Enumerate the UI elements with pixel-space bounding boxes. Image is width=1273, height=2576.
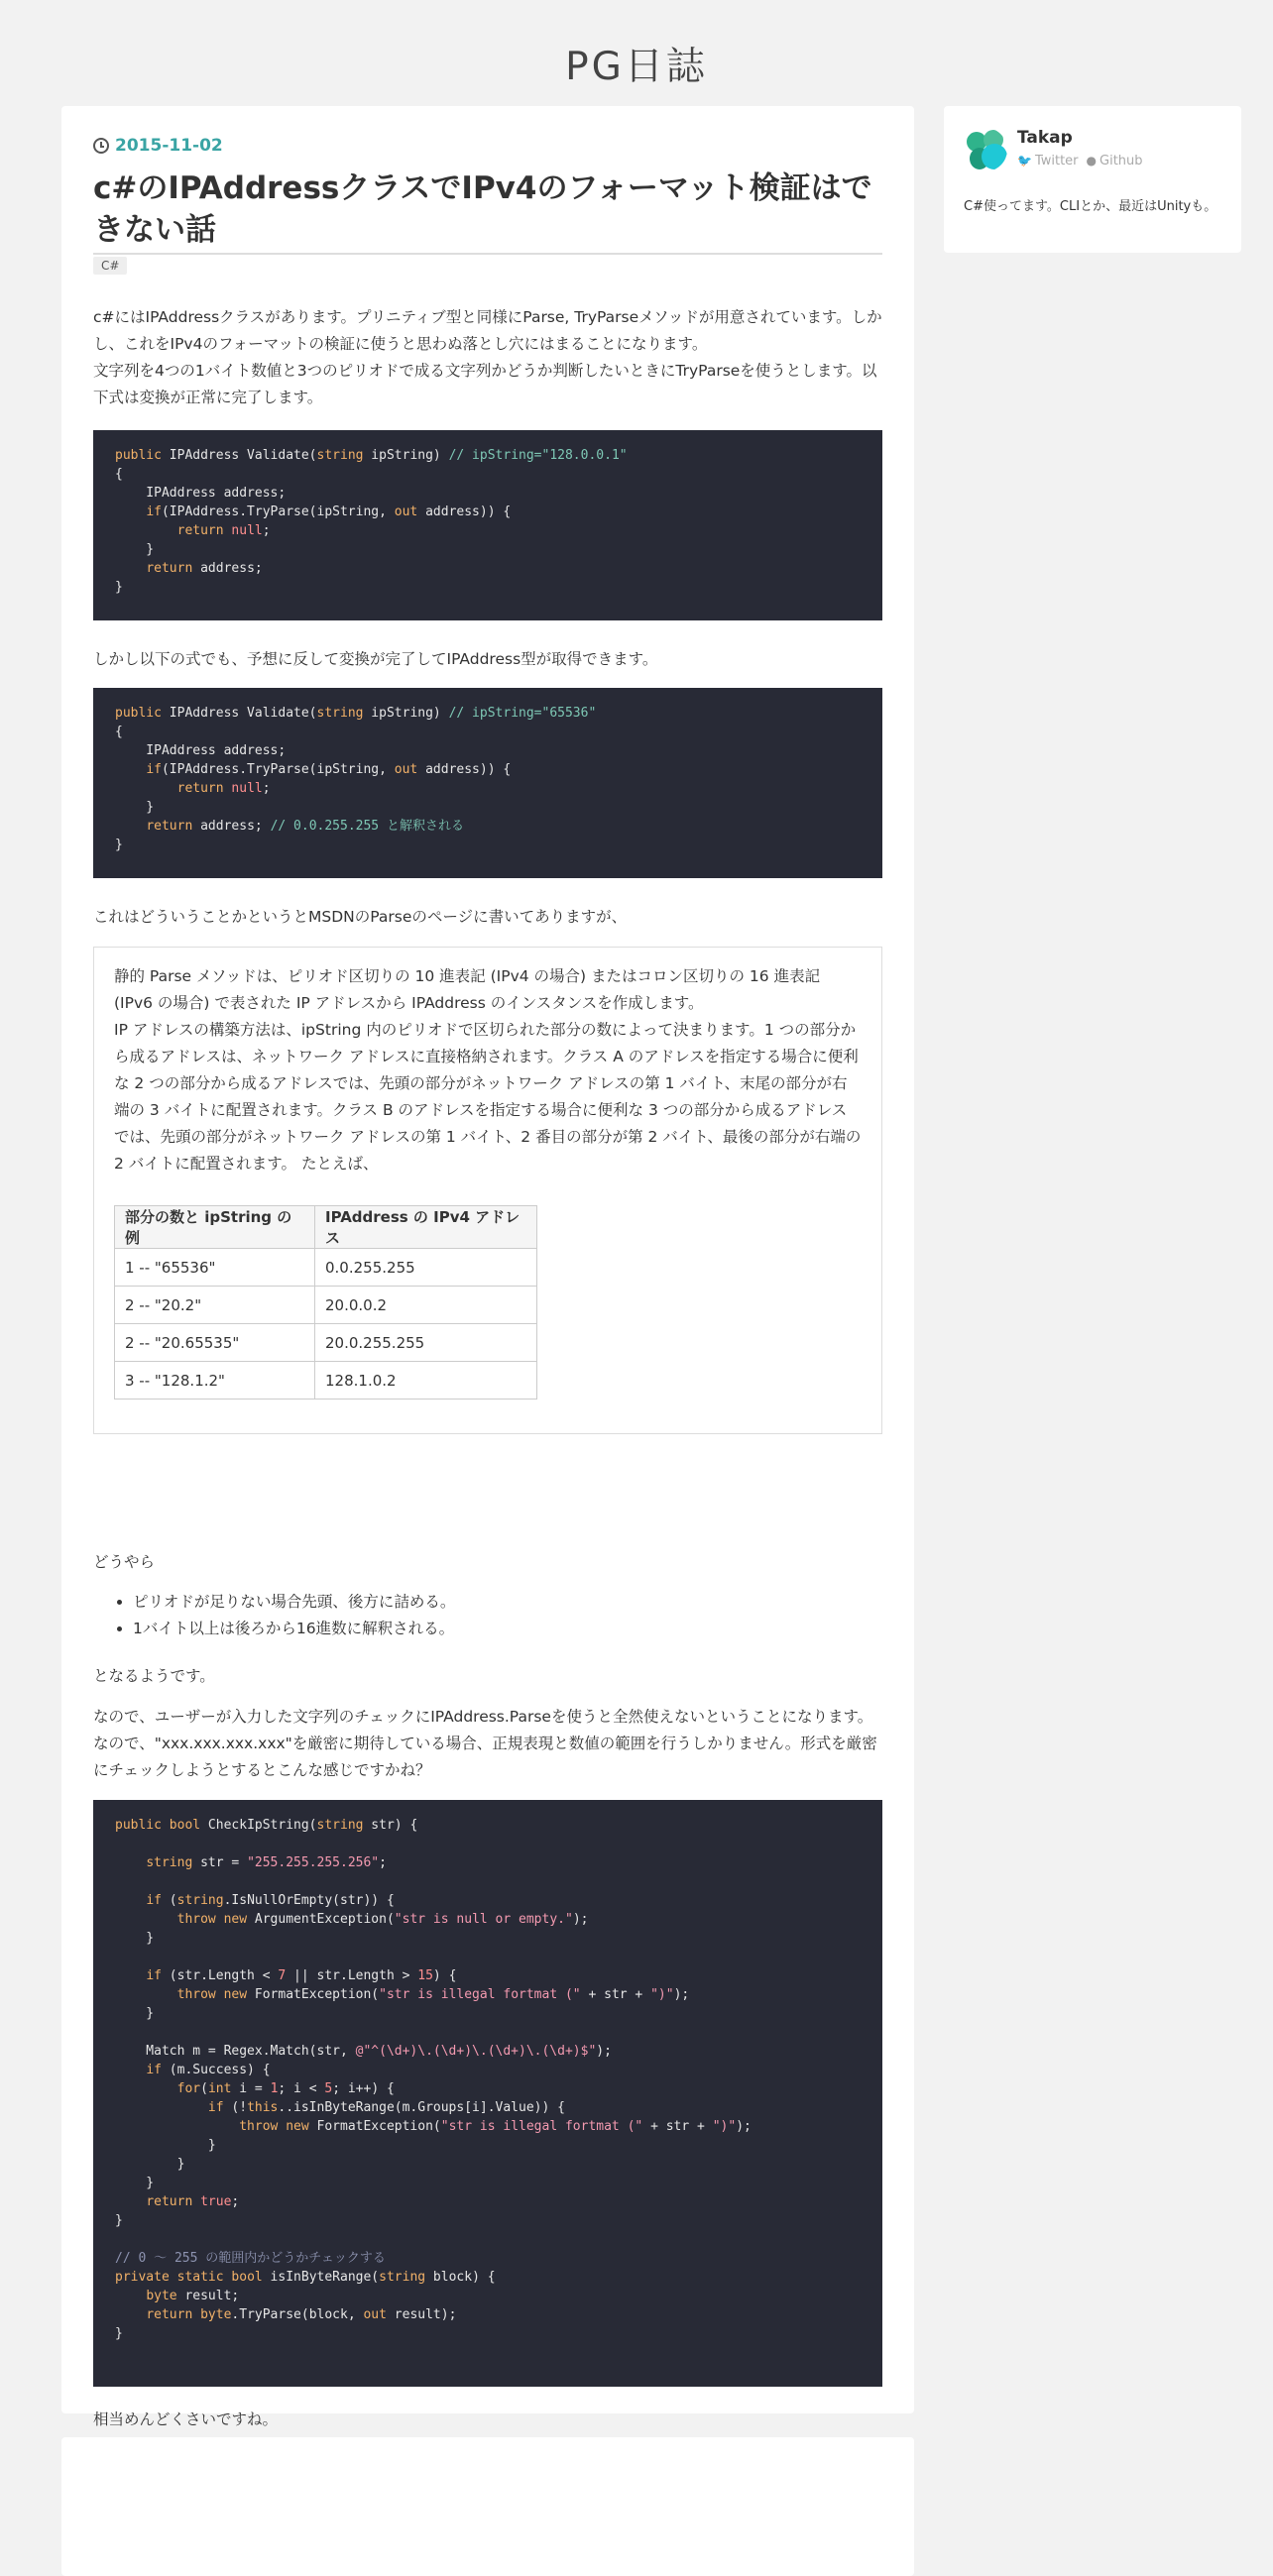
table-cell: 2 -- "20.65535" [115,1324,315,1362]
code-block-2: public IPAddress Validate(string ipString) // ipString="65536" { IPAddress address; if(IPAddress.TryParse(ipString, out address)) { return null; } return address; // 0.0.255.255 と解釈される } [93,688,882,878]
twitter-label[interactable]: Twitter [1034,154,1079,168]
profile-name[interactable]: Takap [1017,128,1073,148]
table-cell: 128.1.0.2 [315,1362,537,1400]
code-block-3: public bool CheckIpString(string str) { string str = "255.255.255.256"; if (string.IsNullOrEmpty(str)) { throw new ArgumentException("str is null or empty."); } if (str.Length < 7 || str.Length > 15) { throw new FormatException("str is illegal fortmat (" + str + ")"); } Match m = Regex.Match(str, @"^(\d+)\.(\d+)\.(\d+)\.(\d+)$"); if (m.Success) { for(int i = 1; i < 5; i++) { if (!this..isInByteRange(m.Groups[i].Value)) { throw new FormatException("str is illegal fortmat (" + str + ")"); } } } return true; } // 0 ～ 255 の範囲内かどうかチェックする private static bool isInByteRange(string block) { byte result; return byte.TryParse(block, out result); } [93,1800,882,2387]
table-header: IPAddress の IPv4 アドレス [315,1206,537,1249]
table-cell: 0.0.255.255 [315,1249,537,1287]
table-row [115,1362,537,1400]
table-cell: 2 -- "20.2" [115,1287,315,1324]
github-link[interactable] [1087,154,1143,168]
article-card [61,106,914,2428]
code-block-1: public IPAddress Validate(string ipString) // ipString="128.0.0.1" { IPAddress address; if(IPAddress.TryParse(ipString, out address)) { return null; } return address; } [93,430,882,620]
article-title[interactable]: c#のIPAddressクラスでIPv4のフォーマット検証はできない話 [93,168,882,255]
post-date-text[interactable]: 2015-11-02 [115,136,223,156]
intro-line-2: 文字列を4つの1バイト数値と3つのピリオドで成る文字列かどうか判断したいときにTryParseを使うとします。以下式は変換が正常に完了します。 [93,362,877,406]
github-icon: ● [1086,154,1098,168]
profile-card [944,106,1241,253]
paragraph-5: となるようです。 [93,1667,215,1685]
avatar[interactable] [964,128,1007,171]
msdn-quote [93,947,882,1434]
category-tag[interactable]: C# [93,257,127,275]
paragraph-7: 相当めんどくさいですね。 [93,2410,279,2428]
quote-paragraph-1: 静的 Parse メソッドは、ピリオド区切りの 10 進表記 (IPv4 の場合) またはコロン区切りの 16 進表記 (IPv6 の場合) で表された IP アドレスから IPAddress のインスタンスを作成します。 [114,967,821,1012]
next-article-card [61,2437,914,2576]
list-item: • ピリオドが足りない場合先頭、後方に詰める。 [133,1589,867,1616]
twitter-icon: 🐦 [1017,154,1032,168]
paragraph-6: なので、ユーザーが入力した文字列のチェックにIPAddress.Parseを使うと全然使えないということになります。なので、"xxx.xxx.xxx.xxx"を厳密に期待している場合、正規表現と数値の範囲を行うしかりません。形式を厳密にチェックしようとするとこんな感じですかね？ [93,1708,877,1779]
post-date[interactable] [93,136,223,156]
paragraph-4: どうやら [93,1553,156,1571]
ip-table [114,1205,537,1400]
intro-line-1: c#にはIPAddressクラスがあります。プリニティブ型と同様にParse, TryParseメソッドが用意されています。しかし、これをIPv4のフォーマットの検証に使うと思わぬ落とし穴にはまることになります。 [93,308,882,353]
list-item: • 1バイト以上は後ろから16進数に解釈される。 [133,1616,867,1642]
site-title[interactable]: PG日誌 [565,45,708,89]
table-row [115,1287,537,1324]
table-cell: 20.0.255.255 [315,1324,537,1362]
profile-bio: C#使ってます。CLIとか、最近はUnityも。 [964,199,1217,214]
table-row [115,1324,537,1362]
profile-links [1017,154,1143,168]
findings-list [133,1589,867,1642]
github-label[interactable]: Github [1099,154,1143,168]
table-cell: 1 -- "65536" [115,1249,315,1287]
paragraph-3: これはどういうことかというとMSDNのParseのページに書いてありますが、 [93,908,628,926]
table-header: 部分の数と ipString の例 [115,1206,315,1249]
table-cell: 3 -- "128.1.2" [115,1362,315,1400]
clock-icon [93,138,109,154]
table-row [115,1249,537,1287]
table-header-row [115,1206,537,1249]
quote-paragraph-2: IP アドレスの構築方法は、ipString 内のピリオドで区切られた部分の数によって決まります。1 つの部分から成るアドレスは、ネットワーク アドレスに直接格納されます。クラス A のアドレスを指定する場合に便利な 2 つの部分から成るアドレスでは、先頭の部分がネットワーク アドレスの第 1 バイト、末尾の部分が右端の 3 バイトに配置されます。クラス B のアドレスを指定する場合に便利な 3 つの部分から成るアドレスでは、先頭の部分がネットワーク アドレスの第 1 バイト、2 番目の部分が第 2 バイト、最後の部分が右端の 2 バイトに配置されます。 たとえば、 [114,1021,862,1173]
intro-paragraph [93,304,882,411]
twitter-link[interactable] [1017,154,1079,168]
table-cell: 20.0.0.2 [315,1287,537,1324]
paragraph-2: しかし以下の式でも、予想に反して変換が完了してIPAddress型が取得できます。 [93,650,658,668]
